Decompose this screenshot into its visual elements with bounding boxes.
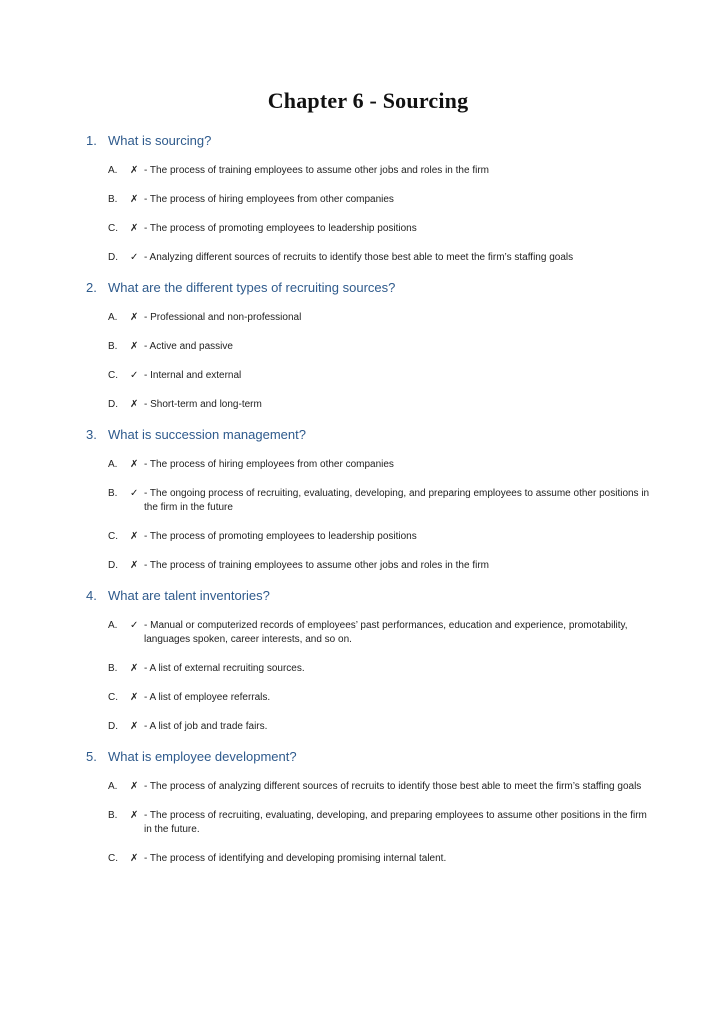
cross-mark-icon: ✗ [130,781,139,792]
question-list [86,133,650,866]
cross-mark-icon: ✗ [130,663,139,674]
answer-letter: A. [108,620,118,631]
question-heading [86,133,650,148]
answer-text: - Professional and non-professional [144,312,302,323]
answer-option [108,691,650,705]
answer-letter: A. [108,459,118,470]
question-text: What is sourcing? [108,133,212,148]
answer-letter: D. [108,721,118,732]
answer-text: - The process of identifying and developing promising internal talent. [144,853,447,864]
answer-option [108,809,650,837]
answer-text: - The process of hiring employees from other companies [144,459,394,470]
question-text: What are talent inventories? [108,588,270,603]
question-heading [86,280,650,295]
answer-letter: C. [108,370,118,381]
answer-letter: A. [108,312,118,323]
answer-letter: D. [108,560,118,571]
answer-option [108,193,650,207]
cross-mark-icon: ✗ [130,194,139,205]
answer-option [108,369,650,383]
answer-option [108,619,650,647]
question-text: What is succession management? [108,427,306,442]
question-number: 1. [86,133,97,148]
answer-text: - The process of promoting employees to leadership positions [144,223,417,234]
page-title: Chapter 6 - Sourcing [267,88,469,113]
question-number: 3. [86,427,97,442]
cross-mark-icon: ✗ [130,312,139,323]
answer-letter: B. [108,194,118,205]
answer-option [108,559,650,573]
answer-option [108,662,650,676]
answer-letter: D. [108,399,118,410]
question-5 [86,749,650,866]
answer-option [108,222,650,236]
cross-mark-icon: ✗ [130,560,139,571]
check-mark-icon: ✓ [130,252,139,263]
answer-letter: C. [108,692,118,703]
answer-list [86,164,650,265]
answer-letter: B. [108,488,118,499]
answer-letter: B. [108,341,118,352]
answer-list [86,458,650,573]
check-mark-icon: ✓ [130,488,139,499]
answer-option [108,720,650,734]
question-text: What are the different types of recruiting sources? [108,280,396,295]
question-3 [86,427,650,573]
answer-text: - Internal and external [144,370,242,381]
cross-mark-icon: ✗ [130,341,139,352]
answer-option [108,340,650,354]
cross-mark-icon: ✗ [130,810,139,821]
question-number: 2. [86,280,97,295]
cross-mark-icon: ✗ [130,165,139,176]
cross-mark-icon: ✗ [130,399,139,410]
answer-option [108,164,650,178]
question-heading [86,427,650,442]
answer-option [108,530,650,544]
question-1 [86,133,650,265]
answer-text: - Active and passive [144,341,233,352]
answer-letter: A. [108,165,118,176]
answer-option [108,487,650,515]
answer-text: - The process of analyzing different sources of recruits to identify those best able to meet the firm’s staffing goals [144,781,642,792]
answer-text: - Short-term and long-term [144,399,262,410]
answer-text: - The process of promoting employees to leadership positions [144,531,417,542]
answer-text: - The ongoing process of recruiting, evaluating, developing, and preparing employees to assume other positions in the firm in the future [144,488,650,513]
answer-text: - Analyzing different sources of recruits to identify those best able to meet the firm’s staffing goals [144,252,574,263]
question-number: 4. [86,588,97,603]
answer-list [86,780,650,866]
answer-option [108,852,650,866]
check-mark-icon: ✓ [130,370,139,381]
question-heading [86,749,650,764]
cross-mark-icon: ✗ [130,531,139,542]
answer-text: - The process of training employees to assume other jobs and roles in the firm [144,560,489,571]
answer-letter: A. [108,781,118,792]
answer-option [108,458,650,472]
answer-list [86,619,650,734]
check-mark-icon: ✓ [130,620,139,631]
answer-text: - The process of training employees to assume other jobs and roles in the firm [144,165,489,176]
answer-letter: D. [108,252,118,263]
answer-text: - The process of hiring employees from other companies [144,194,394,205]
cross-mark-icon: ✗ [130,721,139,732]
answer-option [108,780,650,794]
question-text: What is employee development? [108,749,297,764]
question-2 [86,280,650,412]
answer-text: - A list of employee referrals. [144,692,271,703]
answer-option [108,311,650,325]
question-4 [86,588,650,734]
answer-letter: B. [108,663,118,674]
answer-option [108,251,650,265]
answer-letter: C. [108,223,118,234]
answer-text: - The process of recruiting, evaluating, developing, and preparing employees to assume other positions in the firm in the future. [144,810,647,835]
answer-list [86,311,650,412]
answer-letter: C. [108,531,118,542]
answer-option [108,398,650,412]
answer-text: - A list of external recruiting sources. [144,663,305,674]
question-heading [86,588,650,603]
answer-text: - Manual or computerized records of employees’ past performances, education and experience, promotability, languages spoken, career interests, and so on. [144,620,628,645]
cross-mark-icon: ✗ [130,692,139,703]
cross-mark-icon: ✗ [130,853,139,864]
question-number: 5. [86,749,97,764]
cross-mark-icon: ✗ [130,459,139,470]
answer-text: - A list of job and trade fairs. [144,721,268,732]
cross-mark-icon: ✗ [130,223,139,234]
answer-letter: C. [108,853,118,864]
answer-letter: B. [108,810,118,821]
